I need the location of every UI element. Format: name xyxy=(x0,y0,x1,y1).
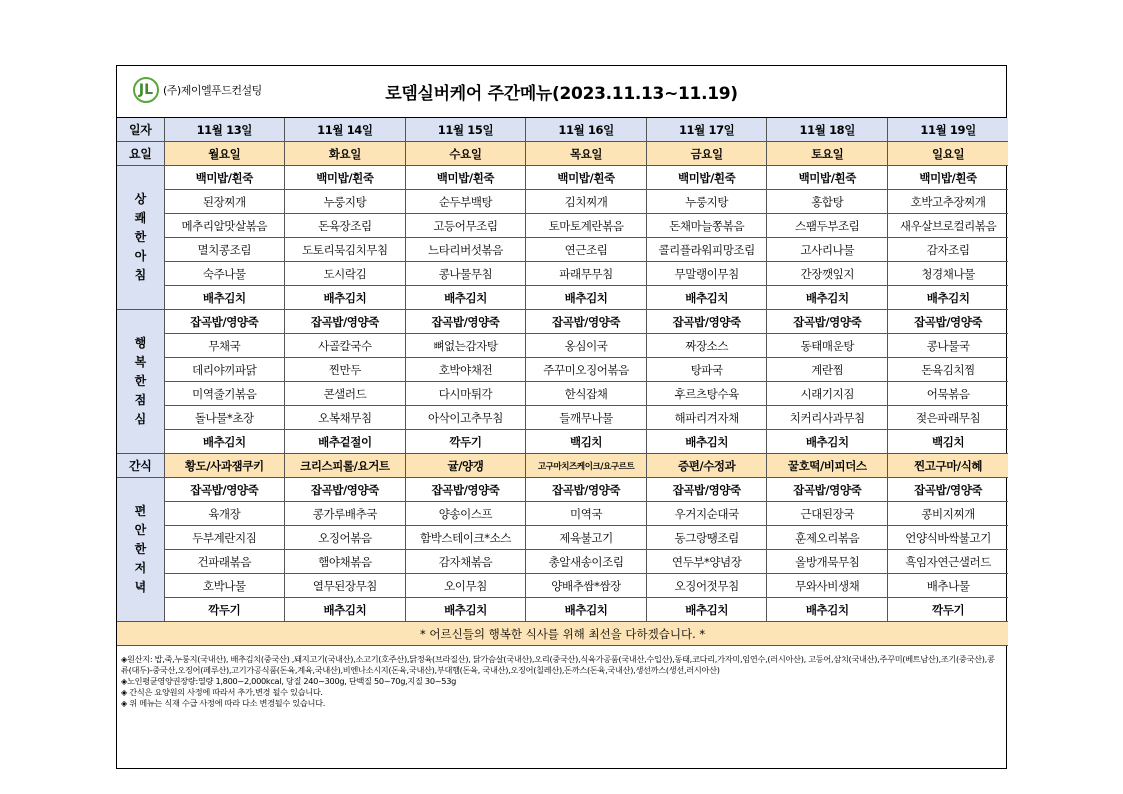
table-row xyxy=(117,118,1008,142)
lunch-item: 잡곡밥/영양죽 xyxy=(164,310,285,334)
footer-line: ◈ 간식은 요양원의 사정에 따라서 추가,변경 될수 있습니다. xyxy=(121,687,323,697)
breakfast-item: 배추김치 xyxy=(767,286,888,310)
date-label: 일자 xyxy=(117,118,164,142)
dinner-item: 잡곡밥/영양죽 xyxy=(405,478,526,502)
dinner-item: 미역국 xyxy=(526,502,647,526)
lunch-item: 후르츠탕수육 xyxy=(646,382,767,406)
breakfast-item: 연근조림 xyxy=(526,238,647,262)
breakfast-item: 돈육장조림 xyxy=(285,214,406,238)
breakfast-item: 메추리알맛살볶음 xyxy=(164,214,285,238)
dinner-item: 배추김치 xyxy=(767,598,888,622)
meal-label-char: 안 xyxy=(134,523,146,537)
date-cell: 11월 13일 xyxy=(164,118,285,142)
table-row xyxy=(117,286,1008,310)
snack-cell: 황도/사과잼쿠키 xyxy=(164,454,285,478)
meal-label-char: 녁 xyxy=(134,580,146,594)
lunch-item: 아삭이고추무침 xyxy=(405,406,526,430)
lunch-item: 젖은파래무침 xyxy=(888,406,1009,430)
lunch-item: 주꾸미오징어볶음 xyxy=(526,358,647,382)
dinner-item: 육개장 xyxy=(164,502,285,526)
lunch-label xyxy=(117,310,164,454)
lunch-item: 한식잡채 xyxy=(526,382,647,406)
lunch-item: 콩나물국 xyxy=(888,334,1009,358)
breakfast-item: 느타리버섯볶음 xyxy=(405,238,526,262)
breakfast-item: 백미밥/흰죽 xyxy=(405,166,526,190)
date-cell: 11월 14일 xyxy=(285,118,406,142)
meal-label-char: 편 xyxy=(134,504,146,518)
dinner-item: 훈제오리볶음 xyxy=(767,526,888,550)
lunch-item: 사골칼국수 xyxy=(285,334,406,358)
breakfast-item: 도시락김 xyxy=(285,262,406,286)
page-title: 로뎀실버케어 주간메뉴(2023.11.13~11.19) xyxy=(385,84,738,104)
dinner-item: 깍두기 xyxy=(888,598,1009,622)
table-row xyxy=(117,262,1008,286)
lunch-item: 잡곡밥/영양죽 xyxy=(646,310,767,334)
lunch-item: 다시마튀각 xyxy=(405,382,526,406)
lunch-item: 뼈없는감자탕 xyxy=(405,334,526,358)
dinner-item: 연두부*양념장 xyxy=(646,550,767,574)
lunch-item: 배추김치 xyxy=(164,430,285,454)
dinner-item: 언양식바싹불고기 xyxy=(888,526,1009,550)
snack-cell: 크리스피롤/요거트 xyxy=(285,454,406,478)
lunch-item: 잡곡밥/영양죽 xyxy=(767,310,888,334)
breakfast-item: 백미밥/흰죽 xyxy=(646,166,767,190)
breakfast-item: 콜리플라워피망조림 xyxy=(646,238,767,262)
date-cell: 11월 16일 xyxy=(526,118,647,142)
breakfast-item: 콩나물무침 xyxy=(405,262,526,286)
lunch-item: 찐만두 xyxy=(285,358,406,382)
meal-label-char: 아 xyxy=(134,249,146,263)
breakfast-item: 홍합탕 xyxy=(767,190,888,214)
footer-notes xyxy=(117,646,1006,768)
dinner-item: 잡곡밥/영양죽 xyxy=(164,478,285,502)
breakfast-item: 고등어무조림 xyxy=(405,214,526,238)
table-row xyxy=(117,526,1008,550)
breakfast-item: 간장깻잎지 xyxy=(767,262,888,286)
lunch-item: 치커리사과무침 xyxy=(767,406,888,430)
breakfast-item: 고사리나물 xyxy=(767,238,888,262)
meal-label-char: 한 xyxy=(134,542,146,556)
dinner-item: 건파래볶음 xyxy=(164,550,285,574)
meal-label-char: 한 xyxy=(134,374,146,388)
dinner-item: 동그랑땡조림 xyxy=(646,526,767,550)
breakfast-item: 배추김치 xyxy=(888,286,1009,310)
table-row xyxy=(117,454,1008,478)
dinner-item: 두부계란지짐 xyxy=(164,526,285,550)
table-row xyxy=(117,214,1008,238)
dinner-item: 콩비지찌개 xyxy=(888,502,1009,526)
table-row xyxy=(117,310,1008,334)
day-label: 요일 xyxy=(117,142,164,166)
dinner-item: 오이무침 xyxy=(405,574,526,598)
table-row xyxy=(117,574,1008,598)
lunch-item: 배추겉절이 xyxy=(285,430,406,454)
dinner-item: 양배추쌈*쌈장 xyxy=(526,574,647,598)
dinner-item: 잡곡밥/영양죽 xyxy=(888,478,1009,502)
day-cell: 일요일 xyxy=(888,142,1009,166)
breakfast-item: 백미밥/흰죽 xyxy=(526,166,647,190)
lunch-item: 데리야끼파닭 xyxy=(164,358,285,382)
table-row xyxy=(117,406,1008,430)
breakfast-item: 김치찌개 xyxy=(526,190,647,214)
breakfast-item: 호박고추장찌개 xyxy=(888,190,1009,214)
dinner-item: 흑임자연근샐러드 xyxy=(888,550,1009,574)
lunch-item: 콘샐러드 xyxy=(285,382,406,406)
lunch-item: 백김치 xyxy=(888,430,1009,454)
date-cell: 11월 19일 xyxy=(888,118,1009,142)
table-row xyxy=(117,358,1008,382)
company-name: (주)제이엘푸드컨설팅 xyxy=(163,84,262,97)
meal-label-char: 침 xyxy=(134,268,146,282)
breakfast-item: 무말랭이무침 xyxy=(646,262,767,286)
breakfast-item: 멸치콩조림 xyxy=(164,238,285,262)
dinner-item: 열무된장무침 xyxy=(285,574,406,598)
dinner-item: 감자채볶음 xyxy=(405,550,526,574)
breakfast-item: 스팸두부조림 xyxy=(767,214,888,238)
lunch-item: 잡곡밥/영양죽 xyxy=(888,310,1009,334)
meal-label-char: 상 xyxy=(134,192,146,206)
meal-label-char: 점 xyxy=(134,393,146,407)
breakfast-item: 감자조림 xyxy=(888,238,1009,262)
lunch-item: 잡곡밥/영양죽 xyxy=(526,310,647,334)
lunch-item: 옹심이국 xyxy=(526,334,647,358)
dinner-item: 배추김치 xyxy=(405,598,526,622)
lunch-item: 시래기지짐 xyxy=(767,382,888,406)
table-row xyxy=(117,598,1008,622)
breakfast-item: 누룽지탕 xyxy=(285,190,406,214)
day-cell: 금요일 xyxy=(646,142,767,166)
dinner-item: 잡곡밥/영양죽 xyxy=(767,478,888,502)
breakfast-item: 토마토계란볶음 xyxy=(526,214,647,238)
dinner-item: 제육불고기 xyxy=(526,526,647,550)
breakfast-item: 파래무무침 xyxy=(526,262,647,286)
lunch-item: 배추김치 xyxy=(767,430,888,454)
breakfast-item: 청경채나물 xyxy=(888,262,1009,286)
dinner-item: 올방개묵무침 xyxy=(767,550,888,574)
dinner-item: 총알새송이조림 xyxy=(526,550,647,574)
lunch-item: 깍두기 xyxy=(405,430,526,454)
snack-label: 간식 xyxy=(117,454,164,478)
table-row xyxy=(117,190,1008,214)
dinner-item: 오징어젓무침 xyxy=(646,574,767,598)
lunch-item: 돌나물*초장 xyxy=(164,406,285,430)
lunch-item: 백김치 xyxy=(526,430,647,454)
lunch-item: 탕파국 xyxy=(646,358,767,382)
lunch-item: 호박야채전 xyxy=(405,358,526,382)
breakfast-item: 백미밥/흰죽 xyxy=(888,166,1009,190)
lunch-item: 잡곡밥/영양죽 xyxy=(285,310,406,334)
lunch-item: 무채국 xyxy=(164,334,285,358)
dinner-item: 깍두기 xyxy=(164,598,285,622)
table-row xyxy=(117,430,1008,454)
lunch-item: 잡곡밥/영양죽 xyxy=(405,310,526,334)
lunch-item: 해파리겨자채 xyxy=(646,406,767,430)
breakfast-item: 배추김치 xyxy=(405,286,526,310)
lunch-item: 돈육김치찜 xyxy=(888,358,1009,382)
dinner-item: 양송이스프 xyxy=(405,502,526,526)
meal-label-char: 쾌 xyxy=(134,211,146,225)
table-row xyxy=(117,502,1008,526)
day-cell: 화요일 xyxy=(285,142,406,166)
day-cell: 수요일 xyxy=(405,142,526,166)
breakfast-item: 배추김치 xyxy=(164,286,285,310)
snack-cell: 찐고구마/식혜 xyxy=(888,454,1009,478)
day-cell: 목요일 xyxy=(526,142,647,166)
footer-line: ◈원산지: 밥,죽,누룽지(국내산), 배추김치(중국산) ,돼지고기(국내산),소고기(호주산),닭정육(브라질산), 닭가슴살(국내산),오리(중국산),식육가공품(국내산,수입산),동태,코다리,가자미,임연수,(러시아산), 고등어,삼치(국내산),주꾸미(베트남산),조기(중국산),콩류(대두)-중국산,오징어(페루산),고기가공식품(돈육,계육,국내산),비엔나소시지(돈육,국내산),부대햄(돈육, 국내산),오징어(칠레산),돈까스(돈육,국내산),생선까스(생선,러시아산) xyxy=(121,654,995,675)
lunch-item: 짜장소스 xyxy=(646,334,767,358)
breakfast-item: 숙주나물 xyxy=(164,262,285,286)
lunch-item: 배추김치 xyxy=(646,430,767,454)
lunch-item: 오복채무침 xyxy=(285,406,406,430)
breakfast-item: 된장찌개 xyxy=(164,190,285,214)
breakfast-item: 배추김치 xyxy=(646,286,767,310)
lunch-item: 계란찜 xyxy=(767,358,888,382)
lunch-item: 어묵볶음 xyxy=(888,382,1009,406)
table-row xyxy=(117,478,1008,502)
header xyxy=(117,66,1006,118)
day-cell: 월요일 xyxy=(164,142,285,166)
dinner-item: 배추나물 xyxy=(888,574,1009,598)
date-cell: 11월 17일 xyxy=(646,118,767,142)
snack-cell: 고구마치즈케이크/요구르트 xyxy=(526,454,647,478)
breakfast-item: 새우살브로컬리볶음 xyxy=(888,214,1009,238)
breakfast-item: 배추김치 xyxy=(285,286,406,310)
dinner-item: 잡곡밥/영양죽 xyxy=(646,478,767,502)
snack-cell: 꿀호떡/비피더스 xyxy=(767,454,888,478)
breakfast-item: 백미밥/흰죽 xyxy=(164,166,285,190)
dinner-item: 근대된장국 xyxy=(767,502,888,526)
table-row xyxy=(117,334,1008,358)
breakfast-label xyxy=(117,166,164,310)
dinner-item: 배추김치 xyxy=(285,598,406,622)
breakfast-item: 배추김치 xyxy=(526,286,647,310)
breakfast-item: 도토리묵김치무침 xyxy=(285,238,406,262)
dinner-item: 무와사비생채 xyxy=(767,574,888,598)
meal-label-char: 저 xyxy=(134,561,146,575)
table-row xyxy=(117,550,1008,574)
footer-line: ◈ 위 메뉴는 식재 수급 사정에 따라 다소 변경될수 있습니다. xyxy=(121,698,326,708)
dinner-item: 잡곡밥/영양죽 xyxy=(526,478,647,502)
dinner-item: 우거지순대국 xyxy=(646,502,767,526)
meal-label-char: 행 xyxy=(134,336,146,350)
dinner-item: 햄야채볶음 xyxy=(285,550,406,574)
table-row xyxy=(117,382,1008,406)
breakfast-item: 백미밥/흰죽 xyxy=(285,166,406,190)
dinner-item: 콩가루배추국 xyxy=(285,502,406,526)
breakfast-item: 순두부백탕 xyxy=(405,190,526,214)
dinner-item: 함박스테이크*소스 xyxy=(405,526,526,550)
dinner-item: 잡곡밥/영양죽 xyxy=(285,478,406,502)
lunch-item: 동태매운탕 xyxy=(767,334,888,358)
menu-sheet xyxy=(116,65,1007,769)
closing-note: * 어르신들의 행복한 식사를 위해 최선을 다하겠습니다. * xyxy=(117,622,1008,646)
footer-line: ◈노인평균영양권장량:열량 1,800~2,000kcal, 당질 240~300g, 단백질 50~70g,지질 30~53g xyxy=(121,676,457,686)
dinner-item: 배추김치 xyxy=(646,598,767,622)
meal-label-char: 복 xyxy=(134,355,146,369)
date-cell: 11월 18일 xyxy=(767,118,888,142)
breakfast-item: 누룽지탕 xyxy=(646,190,767,214)
table-row xyxy=(117,142,1008,166)
menu-table xyxy=(117,118,1008,646)
dinner-label xyxy=(117,478,164,622)
table-row xyxy=(117,622,1008,646)
lunch-item: 들깨무나물 xyxy=(526,406,647,430)
logo-icon: JL xyxy=(133,77,159,103)
dinner-item: 오징어볶음 xyxy=(285,526,406,550)
snack-cell: 귤/양갱 xyxy=(405,454,526,478)
snack-cell: 증편/수정과 xyxy=(646,454,767,478)
date-cell: 11월 15일 xyxy=(405,118,526,142)
dinner-item: 호박나물 xyxy=(164,574,285,598)
lunch-item: 미역줄기볶음 xyxy=(164,382,285,406)
breakfast-item: 돈채마늘쫑볶음 xyxy=(646,214,767,238)
day-cell: 토요일 xyxy=(767,142,888,166)
breakfast-item: 백미밥/흰죽 xyxy=(767,166,888,190)
meal-label-char: 심 xyxy=(134,412,146,426)
table-row xyxy=(117,166,1008,190)
meal-label-char: 한 xyxy=(134,230,146,244)
dinner-item: 배추김치 xyxy=(526,598,647,622)
table-row xyxy=(117,238,1008,262)
